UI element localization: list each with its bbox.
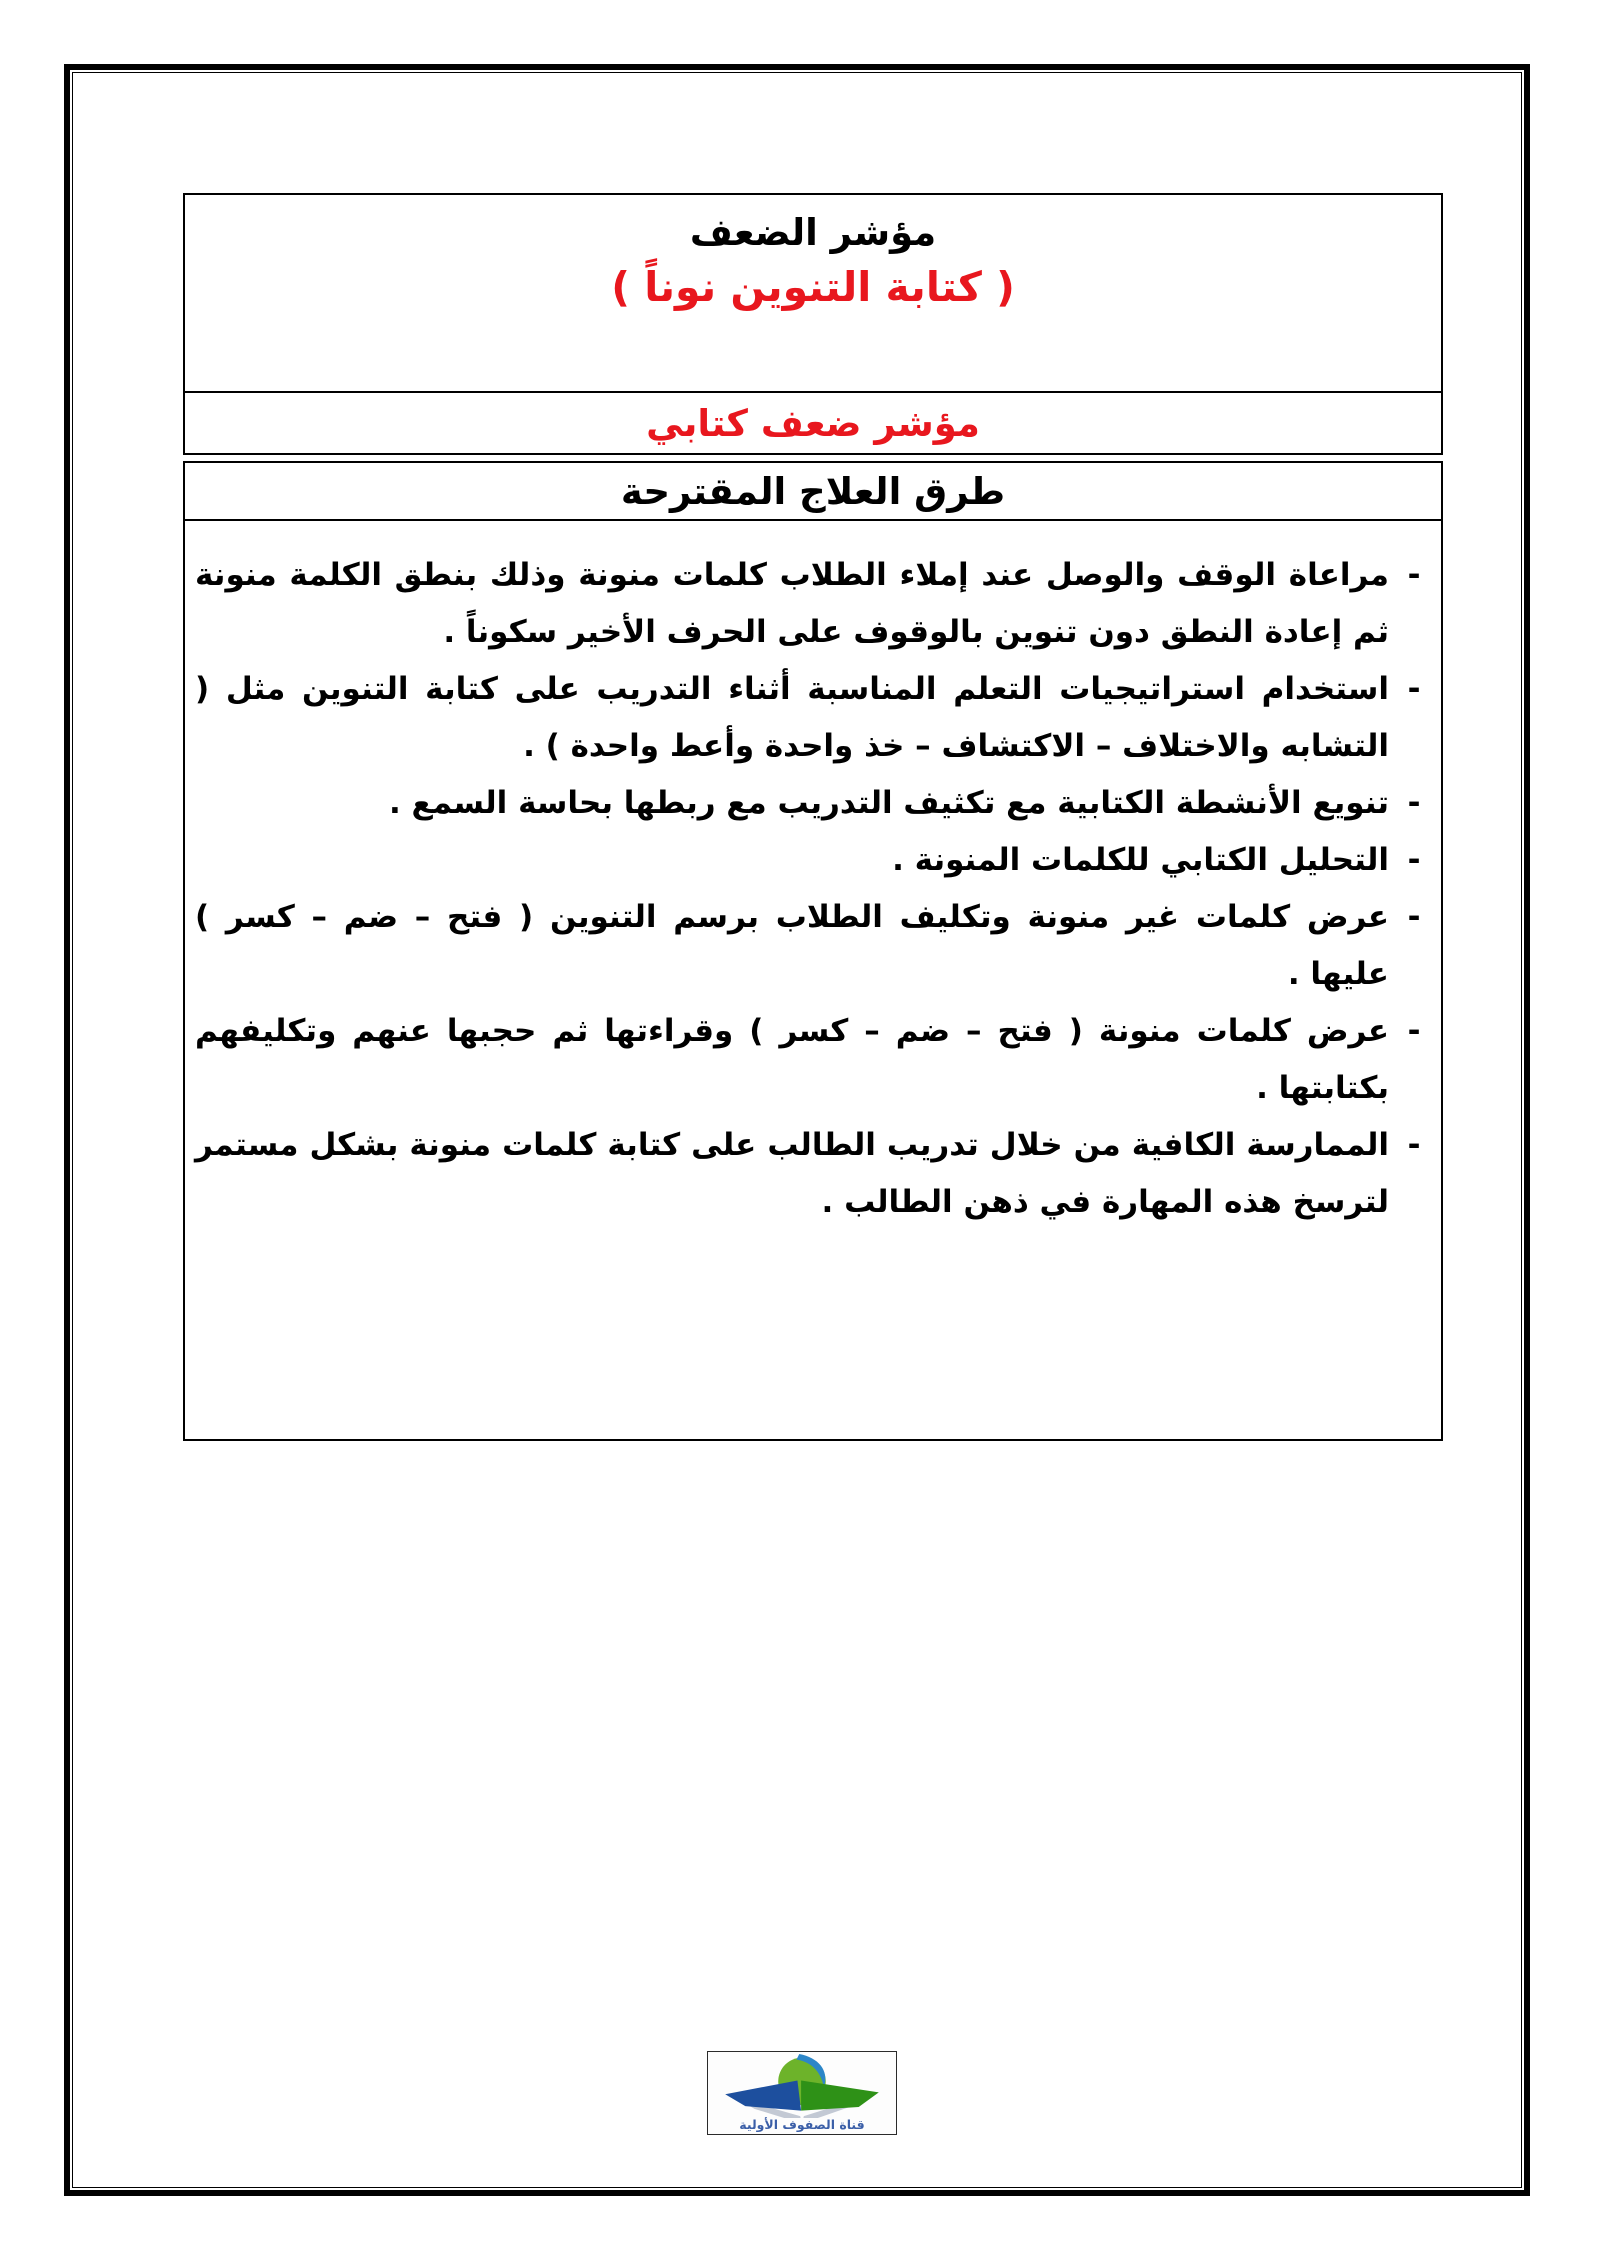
list-item: [195, 889, 1425, 1003]
weakness-indicator-title: مؤشر الضعف: [689, 211, 937, 254]
bullet-dash: -: [1407, 785, 1421, 821]
logo-left-page: [725, 2081, 801, 2111]
list-item: [195, 1003, 1425, 1117]
written-weakness-label: مؤشر ضعف كتابي: [646, 401, 980, 445]
list-item: [195, 775, 1425, 832]
bullet-text: عرض كلمات غير منونة وتكليف الطلاب برسم التنوين ( فتح – ضم – كسر ) عليها .: [195, 899, 1389, 992]
written-weakness-row: [183, 391, 1443, 455]
list-item: [195, 832, 1425, 889]
bullet-dash: -: [1407, 842, 1421, 878]
bullet-text: تنويع الأنشطة الكتابية مع تكثيف التدريب مع ربطها بحاسة السمع .: [388, 785, 1389, 821]
weakness-indicator-subtitle: ( كتابة التنوين نوناً ): [611, 263, 1015, 311]
list-item: [195, 661, 1425, 775]
bullet-dash: -: [1407, 671, 1421, 707]
bullet-dash: -: [1407, 1013, 1421, 1049]
treatment-methods-label: طرق العلاج المقترحة: [620, 469, 1006, 513]
channel-logo: [707, 2051, 897, 2135]
document-table: [183, 193, 1443, 1441]
list-item: [195, 1117, 1425, 1231]
open-book-logo-icon: [710, 2054, 894, 2118]
bullet-text: مراعاة الوقف والوصل عند إملاء الطلاب كلمات منونة وذلك بنطق الكلمة منونة ثم إعادة النطق دون تنوين بالوقوف على الحرف الأخير سكوناً .: [195, 557, 1389, 650]
treatment-methods-row: [183, 461, 1443, 521]
bullet-dash: -: [1407, 899, 1421, 935]
bullet-text: الممارسة الكافية من خلال تدريب الطالب على كتابة كلمات منونة بشكل مستمر لترسخ هذه المهارة في ذهن الطالب .: [195, 1127, 1389, 1220]
bullet-text: التحليل الكتابي للكلمات المنونة .: [892, 842, 1389, 878]
bullet-text: استخدام استراتيجيات التعلم المناسبة أثناء التدريب على كتابة التنوين مثل ( التشابه والاختلاف – الاكتشاف – خذ واحدة وأعط واحدة ) .: [195, 671, 1389, 764]
header-cell: [183, 193, 1443, 393]
logo-caption: قناة الصفوف الأولية: [739, 2117, 865, 2132]
bullet-dash: -: [1407, 557, 1421, 593]
logo-right-page: [801, 2081, 879, 2111]
list-item: [195, 547, 1425, 661]
bullet-text: عرض كلمات منونة ( فتح – ضم – كسر ) وقراءتها ثم حجبها عنهم وتكليفهم بكتابتها .: [195, 1013, 1389, 1106]
treatment-methods-content-cell: [183, 519, 1443, 1441]
bullet-dash: -: [1407, 1127, 1421, 1163]
